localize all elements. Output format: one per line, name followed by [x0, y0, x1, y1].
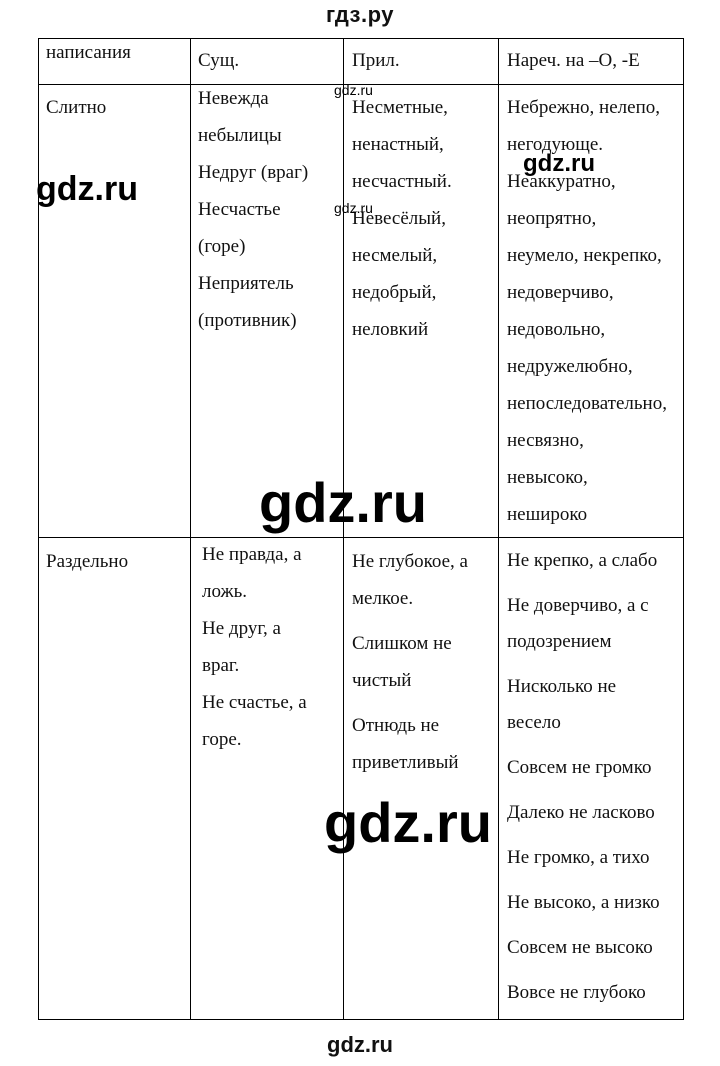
list-item: неловкий: [352, 319, 429, 340]
list-item: Вовсе не глубоко: [507, 982, 646, 1003]
list-item: приветливый: [352, 752, 459, 773]
list-item: непоследовательно,: [507, 393, 667, 414]
watermark: gdz.ru: [36, 170, 138, 208]
list-item: (горе): [198, 236, 246, 257]
header-spelling: написания: [46, 42, 131, 63]
header-nouns: Сущ.: [198, 50, 240, 71]
list-item: чистый: [352, 670, 412, 691]
list-item: Далеко не ласково: [507, 802, 655, 823]
list-item: весело: [507, 712, 561, 733]
list-item: Слишком не: [352, 633, 452, 654]
table-border-row-2: [38, 537, 684, 538]
list-item: Не доверчиво, а с: [507, 595, 649, 616]
cell-adjectives-separate: [352, 543, 468, 781]
list-item: несмелый,: [352, 245, 438, 266]
list-item: Не крепко, а слабо: [507, 550, 658, 571]
list-item: негодующе.: [507, 134, 604, 155]
list-item: неумело, некрепко,: [507, 245, 662, 266]
list-item: ложь.: [202, 581, 248, 602]
list-item: Не высоко, а низко: [507, 892, 660, 913]
watermark: gdz.ru: [259, 471, 427, 534]
list-item: недобрый,: [352, 282, 437, 303]
site-header: гдз.ру: [326, 2, 394, 27]
list-item: Небрежно, нелепо,: [507, 97, 660, 118]
list-item: (противник): [198, 310, 297, 331]
table-border-right: [683, 38, 684, 1020]
list-item: небылицы: [198, 125, 282, 146]
row-label-separate: Раздельно: [46, 551, 129, 572]
list-item: несвязно,: [507, 430, 584, 451]
header-adjectives: Прил.: [352, 50, 400, 71]
list-item: мелкое.: [352, 588, 414, 609]
list-item: недоверчиво,: [507, 282, 614, 303]
cell-adverbs-separate: [507, 543, 660, 1011]
row-label-together: Слитно: [46, 97, 107, 118]
list-item: Совсем не высоко: [507, 937, 653, 958]
list-item: неширoко: [507, 504, 588, 525]
list-item: невысоко,: [507, 467, 588, 488]
watermark: gdz.ru: [334, 200, 373, 216]
list-item: недовольно,: [507, 319, 606, 340]
list-item: Не глубокое, а: [352, 551, 468, 572]
list-item: Несчастье: [198, 199, 281, 220]
list-item: Нисколько не: [507, 676, 617, 697]
cell-nouns-together: [198, 80, 308, 339]
list-item: Отнюдь не: [352, 715, 440, 736]
table-border-top: [38, 38, 684, 39]
list-item: Несметные,: [352, 97, 448, 118]
table-border-bottom: [38, 1019, 684, 1020]
watermark: gdz.ru: [523, 150, 595, 177]
list-item: Недруг (враг): [198, 162, 309, 183]
table-border-col-1: [190, 38, 191, 1020]
cell-adjectives-together: [352, 89, 452, 348]
table-border-col-3: [498, 38, 499, 1020]
cell-nouns-separate: [202, 536, 307, 758]
list-item: Неприятель: [198, 273, 294, 294]
list-item: Не друг, а: [202, 618, 281, 639]
list-item: враг.: [202, 655, 240, 676]
list-item: недружелюбно,: [507, 356, 633, 377]
list-item: Невежда: [198, 88, 269, 109]
list-item: горе.: [202, 729, 242, 750]
list-item: Не громко, а тихо: [507, 847, 650, 868]
list-item: неопрятно,: [507, 208, 597, 229]
list-item: подозрением: [507, 631, 612, 652]
list-item: Совсем не громко: [507, 757, 652, 778]
list-item: Неаккуратно,: [507, 171, 616, 192]
watermark: gdz.ru: [324, 791, 492, 854]
watermark: gdz.ru: [334, 82, 373, 98]
list-item: Не правда, а: [202, 544, 302, 565]
list-item: Невесёлый,: [352, 208, 446, 229]
header-adverbs: Нареч. на –О, -Е: [507, 50, 640, 71]
list-item: несчастный.: [352, 171, 452, 192]
list-item: Не счастье, а: [202, 692, 307, 713]
site-footer: gdz.ru: [327, 1032, 393, 1057]
list-item: ненастный,: [352, 134, 444, 155]
